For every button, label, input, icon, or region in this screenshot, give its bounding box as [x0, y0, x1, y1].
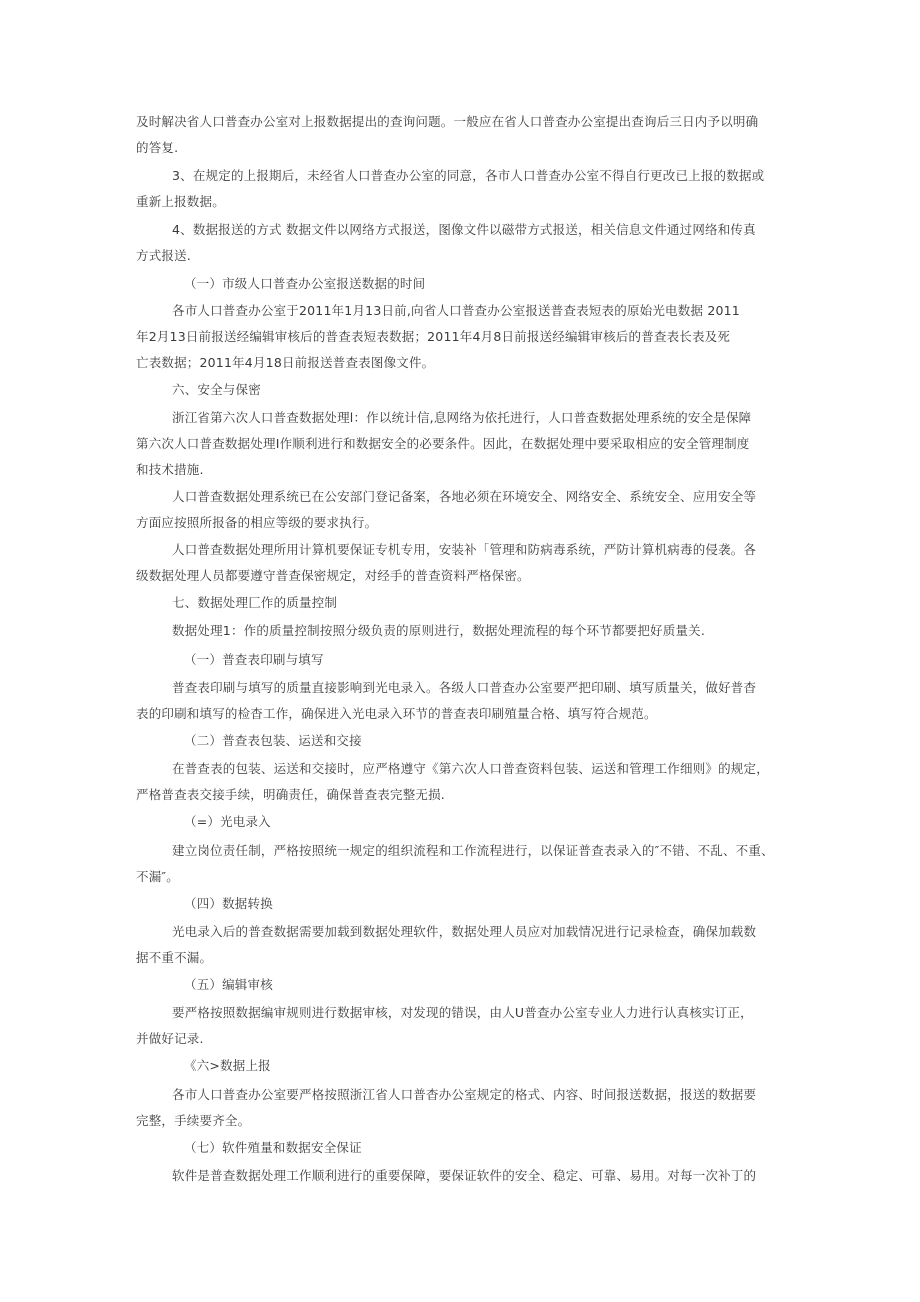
text-line: （一）普查表印刷与填写	[184, 652, 324, 667]
subheading-report-time	[136, 271, 784, 297]
paragraph-editing	[136, 1000, 784, 1052]
text-line: 浙江省第六次人口普查数据处理l：作以统计信,息网络为依托进行，人口普查数据处理系统的安全是保障	[172, 410, 752, 425]
text-line: 六、安全与保密	[172, 382, 261, 397]
paragraph-quality-intro	[136, 618, 784, 644]
text-line: 并做好记录.	[136, 1031, 204, 1046]
text-line: 光电录入后的普查数据需要加载到数据处理软件，数据处理人员应对加载情况进行记录检查，确保加载数	[172, 924, 757, 939]
text-line: 的答复.	[136, 140, 179, 155]
text-line: 第六次人口普查数据处理Ⅰ作顺利进行和数据安全的必要条件。因此，在数据处理中要采取相应的安全管理制度	[136, 436, 750, 451]
text-line: 表的印刷和填写的检杳工作，确保进入光电录入环节的普查表印刷殖量合格、填写符合规范。	[136, 706, 657, 721]
text-line: （一）市级人口普查办公室报送数据的时间	[184, 276, 426, 291]
paragraph-software-quality	[136, 1163, 784, 1189]
subheading-data-reporting	[136, 1053, 784, 1079]
paragraph-data-conversion	[136, 919, 784, 971]
text-line: 据不重不漏。	[136, 950, 213, 965]
text-line: 亡表数据；2011年4月18日前报送普查表图像文件。	[136, 355, 435, 370]
text-line: 七、数据处理匚作的质量控制	[172, 595, 338, 610]
subheading-data-conversion	[136, 891, 784, 917]
text-line: 人口普查数据处理所用计算机要保证专机专用，安装补「管理和防病毒系统，严防计算机病毒的侵袭。各	[172, 542, 757, 557]
paragraph-item-4	[136, 217, 784, 269]
paragraph-item-3	[136, 163, 784, 215]
section-heading-quality	[136, 590, 784, 616]
paragraph-packaging	[136, 756, 784, 808]
subheading-software-quality	[136, 1135, 784, 1161]
text-line: 年2月13日前报送经编辑审核后的普查表短表数据；2011年4月8日前报送经编辑审核后的普查表长表及死	[136, 329, 731, 344]
paragraph-data-reporting	[136, 1082, 784, 1134]
subheading-packaging	[136, 728, 784, 754]
text-line: 和技术措施.	[136, 462, 204, 477]
paragraph-optical-entry	[136, 838, 784, 890]
text-line: 各市人口普查办公室要严格按照浙江省人口普杳办公室规定的格式、内容、时间报送数据，报送的数据要	[172, 1087, 757, 1102]
text-line: 及时解决省人口普查办公室对上报数据提出的查询问题。一般应在省人口普查办公室提出查询后三日内予以明确	[136, 114, 759, 129]
subheading-printing	[136, 647, 784, 673]
text-line: 级数据处理人员都要遵守普查保密规定，对经手的普查资料严格保密。	[136, 568, 530, 583]
paragraph-security-registration	[136, 484, 784, 536]
text-line: 方面应按照所报备的相应等级的要求执行。	[136, 515, 378, 530]
text-line: （四）数据转换	[184, 896, 273, 911]
paragraph-continuation	[136, 109, 784, 161]
paragraph-printing	[136, 675, 784, 727]
text-line: 普查表印刷与填写的质量直接影响到光电录入。各级人口普查办公室要严把印刷、填写质量关，做好普杳	[172, 680, 757, 695]
text-line: （五）编辑审核	[184, 977, 273, 992]
text-line: 严格普查表交接手续，明确责任，确保普查表完整无损.	[136, 787, 445, 802]
text-line: 要严格按照数据编审规则进行数据审核，对发现的错误，由人U普查办公室专业人力进行认真核实订正，	[172, 1005, 753, 1020]
text-line: 方式报送.	[136, 248, 191, 263]
text-line: 重新上报数据。	[136, 194, 225, 209]
text-line: 人口普查数据处理系统已在公安部门登记备案，各地必须在环境安全、网络安全、系统安全、应用安全等	[172, 489, 757, 504]
paragraph-security-intro	[136, 405, 784, 483]
text-line: 各市人口普查办公室于2011年1月13日前,向省人口普查办公室报送普查表短表的原始光电数据 2011	[172, 303, 740, 318]
text-line: 完整，手续要齐全。	[136, 1113, 251, 1128]
text-line: 建立岗位责任制，严格按照统一规定的组织流程和工作流程进行，以保证普查表录入的″不错、不乱、不重、	[172, 843, 774, 858]
paragraph-security-computers	[136, 537, 784, 589]
paragraph-report-schedule	[136, 298, 784, 376]
text-line: 软件是普查数据处理工作顺利进行的重要保障，要保证软件的安全、稳定、可靠、易用。对每一次补丁的	[172, 1168, 757, 1183]
text-line: 4、数据报送的方式 数据文件以网络方式报送，图像文件以磁带方式报送，相关信息文件通过网络和传真	[172, 222, 756, 237]
text-line: 《六>数据上报	[184, 1058, 271, 1073]
subheading-editing	[136, 972, 784, 998]
text-line: 在普查表的包装、运送和交接时，应严格遵守《第六次人口普查资料包装、运送和管理工作细则》的规定，	[172, 761, 769, 776]
text-line: （七）软件殖量和数据安全保证	[184, 1140, 362, 1155]
text-line: 不漏″。	[136, 869, 179, 884]
text-line: 3、在规定的上报期后，未经省人口普查办公室的同意，各市人口普查办公室不得自行更改已上报的数据或	[172, 168, 765, 183]
text-line: （=）光电录入	[184, 814, 271, 829]
text-line: 数据处理1：作的质量控制按照分级负责的原则进行，数据处理流程的每个环节都要把好质量关.	[172, 623, 706, 638]
subheading-optical-entry	[136, 809, 784, 835]
text-line: （二）普查表包装、运送和交接	[184, 733, 362, 748]
section-heading-security	[136, 377, 784, 403]
